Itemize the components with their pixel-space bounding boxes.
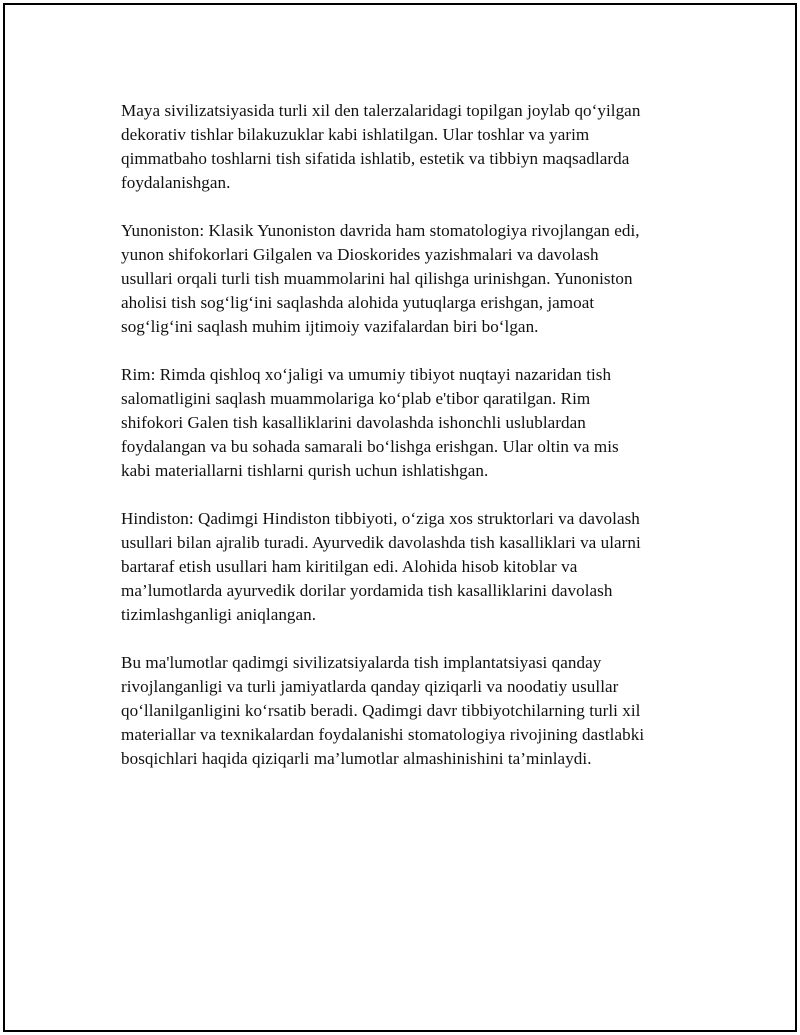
text-line: Rim: Rimda qishloq xo‘jaligi va umumiy tibiyot nuqtayi nazaridan tish [121, 365, 612, 384]
paragraph-rim [121, 363, 693, 483]
document-body [121, 99, 693, 795]
text-line: tizimlashganligi aniqlangan. [121, 605, 317, 624]
text-line: foydalangan va bu sohada samarali bo‘lishga erishgan. Ular oltin va mis [121, 437, 619, 456]
text-line: salomatligini saqlash muammolariga ko‘plab e'tibor qaratilgan. Rim [121, 389, 591, 408]
text-line: bosqichlari haqida qiziqarli ma’lumotlar almashinishini ta’minlaydi. [121, 749, 592, 768]
paragraph-hindiston [121, 507, 693, 627]
text-line: materiallar va texnikalardan foydalanishi stomatologiya rivojining dastlabki [121, 725, 645, 744]
text-line: Bu ma'lumotlar qadimgi sivilizatsiyalarda tish implantatsiyasi qanday [121, 653, 602, 672]
text-line: Hindiston: Qadimgi Hindiston tibbiyoti, o‘ziga xos struktorlari va davolash [121, 509, 640, 528]
text-line: sog‘lig‘ini saqlash muhim ijtimoiy vazifalardan biri bo‘lgan. [121, 317, 539, 336]
text-line: aholisi tish sog‘lig‘ini saqlashda alohida yutuqlarga erishgan, jamoat [121, 293, 595, 312]
text-line: dekorativ tishlar bilakuzuklar kabi ishlatilgan. Ular toshlar va yarim [121, 125, 590, 144]
text-line: Maya sivilizatsiyasida turli xil den talerzalaridagi topilgan joylab qo‘yilgan [121, 101, 641, 120]
text-line: usullari orqali turli tish muammolarini hal qilishga urinishgan. Yunoniston [121, 269, 633, 288]
text-line: bartaraf etish usullari ham kiritilgan edi. Alohida hisob kitoblar va [121, 557, 578, 576]
text-line: ma’lumotlarda ayurvedik dorilar yordamida tish kasalliklarini davolash [121, 581, 613, 600]
text-line: usullari bilan ajralib turadi. Ayurvedik davolashda tish kasalliklari va ularni [121, 533, 641, 552]
text-line: kabi materiallarni tishlarni qurish uchun ishlatishgan. [121, 461, 489, 480]
text-line: shifokori Galen tish kasalliklarini davolashda ishonchli uslublardan [121, 413, 586, 432]
paragraph-yunoniston [121, 219, 693, 339]
text-line: yunon shifokorlari Gilgalen va Dioskorides yazishmalari va davolash [121, 245, 599, 264]
paragraph-maya [121, 99, 693, 195]
text-line: qimmatbaho toshlarni tish sifatida ishlatib, estetik va tibbiyn maqsadlarda [121, 149, 630, 168]
text-line: Yunoniston: Klasik Yunoniston davrida ham stomatologiya rivojlangan edi, [121, 221, 640, 240]
text-line: rivojlanganligi va turli jamiyatlarda qanday qiziqarli va noodatiy usullar [121, 677, 619, 696]
text-line: foydalanishgan. [121, 173, 231, 192]
text-line: qo‘llanilganligini ko‘rsatib beradi. Qadimgi davr tibbiyotchilarning turli xil [121, 701, 641, 720]
page-frame [3, 3, 797, 1032]
paragraph-conclusion [121, 651, 693, 771]
